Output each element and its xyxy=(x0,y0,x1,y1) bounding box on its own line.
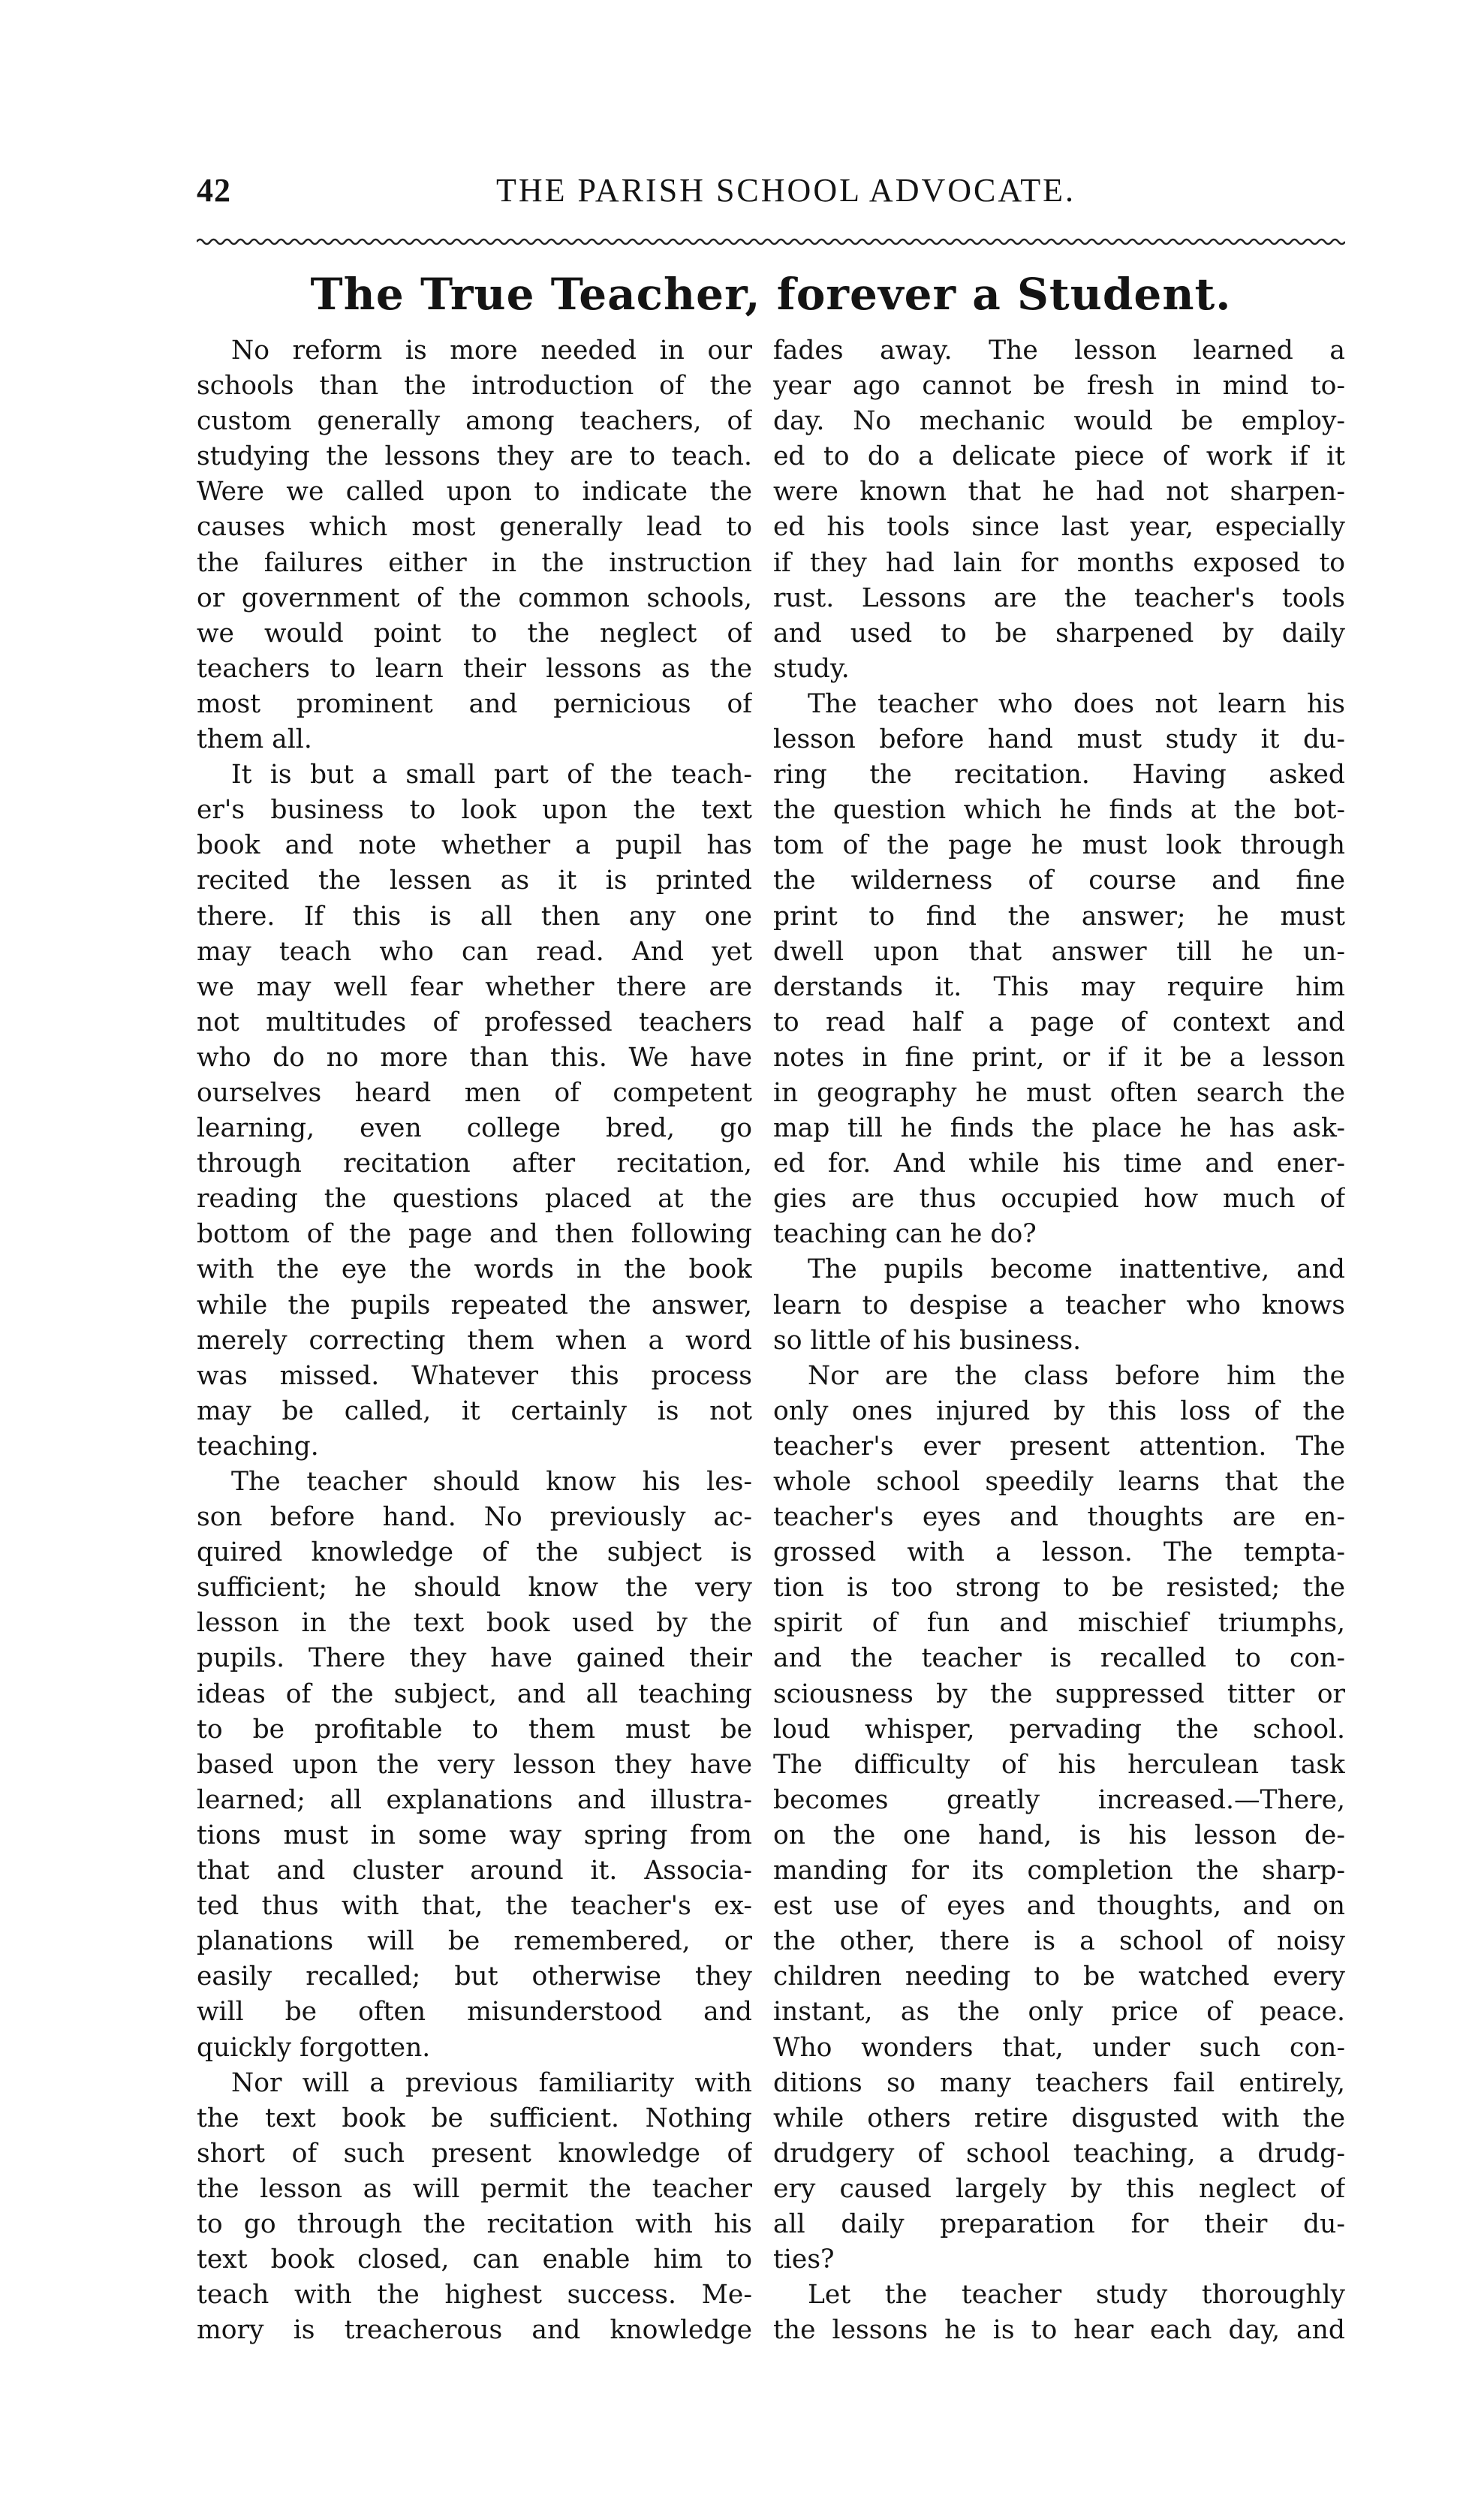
paragraph xyxy=(773,333,1345,687)
page-number: 42 xyxy=(197,172,231,209)
text-line: the wilderness of course and fine xyxy=(773,866,1345,896)
text-line: mory is treacherous and knowledge xyxy=(197,2315,752,2346)
text-line: ed to do a delicate piece of work if it xyxy=(773,441,1345,472)
text-line: est use of eyes and thoughts, and on xyxy=(773,1891,1345,1922)
text-line: and used to be sharpened by daily xyxy=(773,618,1345,649)
running-head xyxy=(197,171,1345,216)
text-line: tion is too strong to be resisted; the xyxy=(773,1573,1345,1603)
text-line: reading the questions placed at the xyxy=(197,1184,752,1215)
text-line: lesson before hand must study it du- xyxy=(773,724,1345,755)
text-line: most prominent and pernicious of xyxy=(197,688,752,719)
text-line: ed for. And while his time and ener- xyxy=(773,1149,1345,1179)
paragraph xyxy=(773,687,1345,1253)
text-line: lesson in the text book used by the xyxy=(197,1608,752,1639)
text-line: quickly forgotten. xyxy=(197,2032,431,2063)
text-line: ery caused largely by this neglect of xyxy=(773,2173,1345,2204)
text-line: them all. xyxy=(197,724,312,755)
paragraph xyxy=(197,1465,752,2066)
text-line: fades away. The lesson learned a xyxy=(773,336,1345,366)
text-line: gies are thus occupied how much of xyxy=(773,1184,1345,1215)
text-line: rust. Lessons are the teacher's tools xyxy=(773,583,1345,613)
text-line: and the teacher is recalled to con- xyxy=(773,1643,1345,1674)
text-line: we may well fear whether there are xyxy=(197,971,752,1002)
paragraph xyxy=(197,757,752,1465)
text-line: custom generally among teachers, of xyxy=(197,406,752,437)
text-line: if they had lain for months exposed to xyxy=(773,547,1345,578)
text-line: Nor will a previous familiarity with xyxy=(231,2067,752,2098)
text-line: bottom of the page and then following xyxy=(197,1219,752,1250)
text-line: teacher's eyes and thoughts are en- xyxy=(773,1502,1345,1533)
text-line: the failures either in the instruction xyxy=(197,547,752,578)
text-line: may be called, it certainly is not xyxy=(197,1395,752,1426)
text-line: The teacher should know his les- xyxy=(231,1467,752,1497)
text-line: ed his tools since last year, especially xyxy=(773,512,1345,543)
text-line: in geography he must often search the xyxy=(773,1077,1345,1108)
text-line: there. If this is all then any one xyxy=(197,901,752,932)
text-line: the text book be sufficient. Nothing xyxy=(197,2103,752,2133)
text-line: spirit of fun and mischief triumphs, xyxy=(773,1608,1345,1639)
text-line: schools than the introduction of the xyxy=(197,371,752,402)
text-line: based upon the very lesson they have xyxy=(197,1749,752,1780)
text-line: grossed with a lesson. The tempta- xyxy=(773,1537,1345,1568)
text-line: dwell upon that answer till he un- xyxy=(773,936,1345,967)
text-line: The pupils become inattentive, and xyxy=(808,1254,1345,1285)
text-line: text book closed, can enable him to xyxy=(197,2245,752,2275)
left-column xyxy=(197,333,752,2348)
text-line: instant, as the only price of peace. xyxy=(773,1997,1345,2028)
text-line: tions must in some way spring from xyxy=(197,1820,752,1850)
text-line: ourselves heard men of competent xyxy=(197,1077,752,1108)
text-line: teacher's ever present attention. The xyxy=(773,1431,1345,1462)
text-line: short of such present knowledge of xyxy=(197,2138,752,2169)
text-line: was missed. Whatever this process xyxy=(197,1360,752,1391)
text-line: ted thus with that, the teacher's ex- xyxy=(197,1891,752,1922)
text-line: learning, even college bred, go xyxy=(197,1113,752,1144)
text-line: the lessons he is to hear each day, and xyxy=(773,2315,1345,2346)
text-line: the lesson as will permit the teacher xyxy=(197,2173,752,2204)
text-line: sufficient; he should know the very xyxy=(197,1573,752,1603)
text-line: teachers to learn their lessons as the xyxy=(197,653,752,684)
text-line: to go through the recitation with his xyxy=(197,2208,752,2239)
header-wavy-rule xyxy=(197,236,1345,247)
text-line: print to find the answer; he must xyxy=(773,901,1345,932)
text-line: book and note whether a pupil has xyxy=(197,830,752,861)
text-line: The difficulty of his herculean task xyxy=(773,1749,1345,1780)
paragraph xyxy=(773,2278,1345,2348)
journal-title: THE PARISH SCHOOL ADVOCATE. xyxy=(495,172,1076,209)
text-line: to read half a page of context and xyxy=(773,1007,1345,1037)
text-line: while the pupils repeated the answer, xyxy=(197,1290,752,1320)
text-line: the other, there is a school of noisy xyxy=(773,1926,1345,1957)
text-line: so little of his business. xyxy=(773,1325,1082,1356)
text-line: learn to despise a teacher who knows xyxy=(773,1290,1345,1320)
text-line: son before hand. No previously ac- xyxy=(197,1502,752,1533)
text-line: No reform is more needed in our xyxy=(231,336,752,366)
text-line: who do no more than this. We have xyxy=(197,1042,752,1073)
paragraph xyxy=(773,1252,1345,1358)
text-line: only ones injured by this loss of the xyxy=(773,1395,1345,1426)
paragraph xyxy=(773,1359,1345,2278)
text-line: we would point to the neglect of xyxy=(197,618,752,649)
text-line: not multitudes of professed teachers xyxy=(197,1007,752,1037)
text-line: merely correcting them when a word xyxy=(197,1325,752,1356)
text-line: easily recalled; but otherwise they xyxy=(197,1962,752,1992)
text-line: ideas of the subject, and all teaching xyxy=(197,1678,752,1709)
text-line: on the one hand, is his lesson de- xyxy=(773,1820,1345,1850)
text-line: manding for its completion the sharp- xyxy=(773,1856,1345,1886)
text-line: planations will be remembered, or xyxy=(197,1926,752,1957)
text-line: through recitation after recitation, xyxy=(197,1149,752,1179)
text-line: day. No mechanic would be employ- xyxy=(773,406,1345,437)
text-line: tom of the page he must look through xyxy=(773,830,1345,861)
text-line: teaching can he do? xyxy=(773,1219,1037,1250)
text-line: studying the lessons they are to teach. xyxy=(197,441,752,472)
text-line: with the eye the words in the book xyxy=(197,1254,752,1285)
paragraph xyxy=(197,333,752,757)
text-line: derstands it. This may require him xyxy=(773,971,1345,1002)
text-line: Nor are the class before him the xyxy=(808,1360,1345,1391)
text-line: quired knowledge of the subject is xyxy=(197,1537,752,1568)
text-line: study. xyxy=(773,653,850,684)
text-line: Who wonders that, under such con- xyxy=(773,2032,1345,2063)
text-line: while others retire disgusted with the xyxy=(773,2103,1345,2133)
text-line: Let the teacher study thoroughly xyxy=(808,2280,1345,2311)
text-line: or government of the common schools, xyxy=(197,583,752,613)
text-line: becomes greatly increased.—There, xyxy=(773,1784,1345,1815)
text-line: ties? xyxy=(773,2245,835,2275)
text-line: to be profitable to them must be xyxy=(197,1714,752,1745)
text-line: ditions so many teachers fail entirely, xyxy=(773,2067,1345,2098)
text-line: ring the recitation. Having asked xyxy=(773,760,1345,790)
text-line: map till he finds the place he has ask- xyxy=(773,1113,1345,1144)
right-column xyxy=(773,333,1345,2348)
text-line: all daily preparation for their du- xyxy=(773,2208,1345,2239)
text-line: pupils. There they have gained their xyxy=(197,1643,752,1674)
text-line: the question which he finds at the bot- xyxy=(773,795,1345,826)
article-title: The True Teacher, forever a Student. xyxy=(310,269,1232,320)
text-line: er's business to look upon the text xyxy=(197,795,752,826)
text-line: The teacher who does not learn his xyxy=(808,688,1345,719)
text-line: It is but a small part of the teach- xyxy=(231,760,752,790)
text-line: may teach who can read. And yet xyxy=(197,936,752,967)
paragraph xyxy=(197,2066,752,2349)
text-line: that and cluster around it. Associa- xyxy=(197,1856,752,1886)
text-line: children needing to be watched every xyxy=(773,1962,1345,1992)
text-line: notes in fine print, or if it be a lesson xyxy=(773,1042,1345,1073)
text-line: Were we called upon to indicate the xyxy=(197,477,752,507)
text-line: teach with the highest success. Me- xyxy=(197,2280,752,2311)
text-line: recited the lessen as it is printed xyxy=(197,866,752,896)
text-line: learned; all explanations and illustra- xyxy=(197,1784,752,1815)
text-line: teaching. xyxy=(197,1431,319,1462)
text-line: loud whisper, pervading the school. xyxy=(773,1714,1345,1745)
text-line: will be often misunderstood and xyxy=(197,1997,752,2028)
text-line: drudgery of school teaching, a drudg- xyxy=(773,2138,1345,2169)
text-line: year ago cannot be fresh in mind to- xyxy=(773,371,1345,402)
text-line: were known that he had not sharpen- xyxy=(773,477,1345,507)
text-line: whole school speedily learns that the xyxy=(773,1467,1345,1497)
text-line: causes which most generally lead to xyxy=(197,512,752,543)
text-line: sciousness by the suppressed titter or xyxy=(773,1678,1345,1709)
